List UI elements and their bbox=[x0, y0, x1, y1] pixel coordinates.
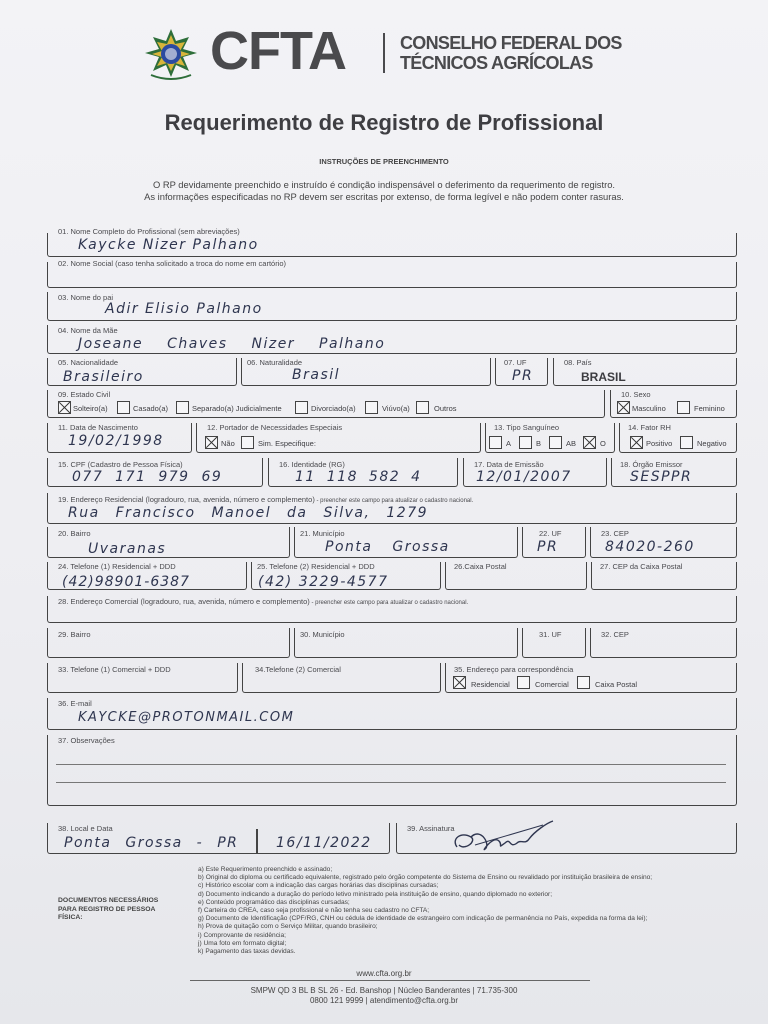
option-label: Masculino bbox=[632, 404, 666, 413]
document-item: j) Uma foto em formato digital; bbox=[198, 939, 287, 947]
field-value-place: Ponta Grossa - PR bbox=[64, 835, 239, 851]
checkbox-rh-positive[interactable] bbox=[630, 436, 643, 449]
option-label: Separado(a) Judicialmente bbox=[192, 404, 282, 413]
field-label: 23. CEP bbox=[601, 529, 629, 538]
field-value: Brasileiro bbox=[63, 369, 144, 385]
field-mother-name[interactable] bbox=[47, 325, 737, 354]
field-label: 22. UF bbox=[539, 529, 562, 538]
field-label bbox=[58, 495, 473, 504]
field-label: 06. Naturalidade bbox=[247, 358, 303, 367]
document-item: d) Documento indicando a duração do período letivo ministrado pela instituição de ensino, quando diplomado no exterior; bbox=[198, 890, 553, 898]
document-item: e) Conteúdo programático das disciplinas cursadas; bbox=[198, 898, 350, 906]
checkbox-blood-o[interactable] bbox=[583, 436, 596, 449]
option-label: Feminino bbox=[694, 404, 725, 413]
field-label: 24. Telefone (1) Residencial + DDD bbox=[58, 562, 176, 571]
document-item: h) Prova de quitação com o Serviço Militar, quando brasileiro; bbox=[198, 923, 378, 931]
field-label: 32. CEP bbox=[601, 630, 629, 639]
option-label: Não bbox=[221, 439, 235, 448]
field-commercial-city[interactable] bbox=[294, 628, 518, 658]
field-label: 02. Nome Social (caso tenha solicitado a troca do nome em cartório) bbox=[58, 259, 287, 268]
field-label: 04. Nome da Mãe bbox=[58, 326, 118, 335]
field-value: (42) 3229-4577 bbox=[258, 574, 389, 590]
field-value: Brasil bbox=[292, 367, 341, 383]
field-label: 08. País bbox=[564, 358, 592, 367]
field-label: 39. Assinatura bbox=[407, 824, 455, 833]
option-label: Residencial bbox=[471, 680, 510, 689]
option-label: Outros bbox=[434, 404, 457, 413]
field-value: Adir Elisio Palhano bbox=[105, 301, 263, 317]
field-phone-2[interactable] bbox=[251, 562, 441, 590]
field-label: 01. Nome Completo do Profissional (sem abreviações) bbox=[58, 227, 240, 236]
field-commercial-zip[interactable] bbox=[590, 628, 737, 658]
field-po-box-zip[interactable] bbox=[591, 562, 737, 590]
checkbox-mailing-po-box[interactable] bbox=[577, 676, 590, 689]
option-label: O bbox=[600, 439, 606, 448]
observation-line bbox=[56, 764, 726, 765]
field-social-name[interactable] bbox=[47, 259, 737, 288]
field-hint: - preencher este campo para atualizar o cadastro nacional. bbox=[309, 600, 469, 606]
field-birth-state[interactable] bbox=[495, 358, 548, 386]
instructions-heading: INSTRUÇÕES DE PREENCHIMENTO bbox=[319, 157, 449, 166]
field-observations[interactable] bbox=[47, 735, 737, 806]
field-value: Uvaranas bbox=[88, 541, 167, 557]
footer-contact: 0800 121 9999 | atendimento@cfta.org.br bbox=[309, 996, 459, 1005]
field-label: 35. Endereço para correspondência bbox=[454, 665, 574, 674]
field-label: 03. Nome do pai bbox=[58, 293, 114, 302]
checkbox-widowed[interactable] bbox=[365, 401, 378, 414]
field-value: PR bbox=[512, 368, 534, 384]
field-label: 20. Bairro bbox=[58, 529, 91, 538]
field-district[interactable] bbox=[47, 527, 290, 558]
org-name-line2: TÉCNICOS AGRÍCOLAS bbox=[400, 53, 593, 73]
field-value: PR bbox=[537, 539, 559, 555]
field-label: 16. Identidade (RG) bbox=[279, 460, 345, 469]
field-country[interactable] bbox=[553, 358, 737, 386]
coat-of-arms-icon bbox=[141, 27, 201, 83]
field-value: 84020-260 bbox=[605, 539, 695, 555]
field-value: 12/01/2007 bbox=[476, 469, 572, 485]
place-date-separator bbox=[256, 829, 258, 853]
checkbox-female[interactable] bbox=[677, 401, 690, 414]
field-value: Kaycke Nizer Palhano bbox=[78, 237, 259, 253]
option-label: Casado(a) bbox=[133, 404, 169, 413]
option-label: Caixa Postal bbox=[595, 680, 638, 689]
field-nationality[interactable] bbox=[47, 358, 237, 386]
field-label: 34.Telefone (2) Comercial bbox=[255, 665, 341, 674]
field-value: (42)98901-6387 bbox=[62, 574, 190, 590]
field-special-needs[interactable] bbox=[196, 423, 481, 453]
footer-website[interactable]: www.cfta.org.br bbox=[356, 969, 412, 978]
field-label: 07. UF bbox=[504, 358, 527, 367]
field-label-text: 28. Endereço Comercial (logradouro, rua, avenida, número e complemento) bbox=[58, 597, 310, 606]
documents-heading: DOCUMENTOS NECESSÁRIOS PARA REGISTRO DE PESSOA FÍSICA: bbox=[58, 897, 159, 921]
field-value: Rua Francisco Manoel da Silva, 1279 bbox=[68, 505, 429, 521]
field-cpf[interactable] bbox=[47, 458, 263, 487]
logo-divider bbox=[383, 33, 385, 73]
field-commercial-state[interactable] bbox=[522, 628, 586, 658]
option-label: B bbox=[536, 439, 542, 448]
option-label: Solteiro(a) bbox=[73, 404, 108, 413]
field-value: BRASIL bbox=[581, 370, 626, 384]
field-label: 31. UF bbox=[539, 630, 562, 639]
instructions-line1: O RP devidamente preenchido e instruído é condição indispensável o deferimento da requerimento de registro. bbox=[152, 179, 616, 190]
field-phone-1[interactable] bbox=[47, 562, 247, 590]
field-commercial-phone-2[interactable] bbox=[242, 663, 441, 693]
field-hint: - preencher este campo para atualizar o cadastro nacional. bbox=[314, 498, 474, 504]
page-title: Requerimento de Registro de Profissional bbox=[164, 110, 604, 135]
footer-divider bbox=[190, 980, 590, 981]
field-value: 077 171 979 69 bbox=[72, 469, 223, 485]
field-label: 12. Portador de Necessidades Especiais bbox=[207, 423, 343, 432]
field-commercial-phone-1[interactable] bbox=[47, 663, 238, 693]
field-label: 11. Data de Nascimento bbox=[58, 423, 138, 432]
field-value: Joseane Chaves Nizer Palhano bbox=[78, 336, 386, 352]
field-label: 37. Observações bbox=[58, 736, 115, 745]
document-item: k) Pagamento das taxas devidas. bbox=[198, 948, 296, 956]
checkbox-divorced[interactable] bbox=[295, 401, 308, 414]
document-item: i) Comprovante de residência; bbox=[198, 931, 286, 939]
checkbox-blood-a[interactable] bbox=[489, 436, 502, 449]
field-label: 38. Local e Data bbox=[58, 824, 113, 833]
checkbox-single[interactable] bbox=[58, 401, 71, 414]
option-label: Sim. Especifique: bbox=[258, 439, 316, 448]
field-label: 15. CPF (Cadastro de Pessoa Física) bbox=[58, 460, 183, 469]
field-value: SESPPR bbox=[630, 469, 693, 485]
field-id-rg[interactable] bbox=[268, 458, 458, 487]
checkbox-yes-special-needs[interactable] bbox=[241, 436, 254, 449]
checkbox-rh-negative[interactable] bbox=[680, 436, 693, 449]
field-label: 29. Bairro bbox=[58, 630, 91, 639]
field-email[interactable] bbox=[47, 698, 737, 730]
checkbox-blood-b[interactable] bbox=[519, 436, 532, 449]
field-label: 25. Telefone (2) Residencial + DDD bbox=[257, 562, 375, 571]
field-label-text: 19. Endereço Residencial (logradouro, rua, avenida, número e complemento) bbox=[58, 495, 315, 504]
field-full-name[interactable] bbox=[47, 227, 737, 257]
field-po-box[interactable] bbox=[445, 562, 587, 590]
field-label bbox=[58, 597, 468, 606]
checkbox-male[interactable] bbox=[617, 401, 630, 414]
field-birthplace[interactable] bbox=[241, 358, 491, 386]
field-label: 05. Nacionalidade bbox=[58, 358, 119, 367]
checkbox-mailing-commercial[interactable] bbox=[517, 676, 530, 689]
field-label: 10. Sexo bbox=[621, 390, 651, 399]
field-commercial-address[interactable] bbox=[47, 596, 737, 623]
field-value-date: 16/11/2022 bbox=[276, 835, 372, 851]
field-label: 27. CEP da Caixa Postal bbox=[600, 562, 683, 571]
field-value: 11 118 582 4 bbox=[295, 469, 422, 485]
field-label: 18. Órgão Emissor bbox=[620, 460, 683, 469]
field-commercial-district[interactable] bbox=[47, 628, 290, 658]
field-value: 19/02/1998 bbox=[68, 433, 164, 449]
checkbox-blood-ab[interactable] bbox=[549, 436, 562, 449]
document-item: a) Este Requerimento preenchido e assinado; bbox=[198, 866, 333, 873]
checkbox-married[interactable] bbox=[117, 401, 130, 414]
documents-list bbox=[198, 866, 652, 956]
option-label: Viúvo(a) bbox=[382, 404, 410, 413]
field-issue-date[interactable] bbox=[463, 458, 607, 487]
document-item: f) Carteira do CREA, caso seja profissional e não tenha seu cadastro no CFTA; bbox=[198, 907, 430, 915]
signature-icon bbox=[447, 815, 557, 857]
field-state[interactable] bbox=[522, 527, 586, 558]
field-value: KAYCKE@PROTONMAIL.COM bbox=[78, 710, 295, 725]
field-issuing-agency[interactable] bbox=[611, 458, 737, 487]
field-place-date[interactable] bbox=[47, 823, 390, 854]
option-label: Positivo bbox=[646, 439, 673, 448]
field-zip[interactable] bbox=[590, 527, 737, 558]
field-city[interactable] bbox=[294, 527, 518, 558]
document-item: g) Documento de Identificação (CPF/RG, CNH ou cédula de identidade de estrangeiro com indicação de permanência no País, expedida na forma da lei); bbox=[198, 915, 648, 923]
org-name-line1: CONSELHO FEDERAL DOS bbox=[400, 33, 622, 53]
field-birth-date[interactable] bbox=[47, 423, 192, 453]
instructions-line2: As informações especificadas no RP devem ser escritas por extenso, de forma legível e não podem conter rasuras. bbox=[144, 191, 624, 202]
field-label: 26.Caixa Postal bbox=[454, 562, 507, 571]
cfta-logo: CFTA bbox=[210, 21, 346, 81]
field-signature[interactable] bbox=[396, 823, 737, 854]
field-label: 36. E-mail bbox=[58, 699, 92, 708]
field-label: 13. Tipo Sanguíneo bbox=[494, 423, 560, 432]
field-value: Ponta Grossa bbox=[325, 539, 450, 555]
checkbox-separated[interactable] bbox=[176, 401, 189, 414]
document-item: c) Histórico escolar com a indicação das cargas horárias das disciplinas cursadas; bbox=[198, 882, 439, 890]
observation-line bbox=[56, 782, 726, 783]
checkbox-no-special-needs[interactable] bbox=[205, 436, 218, 449]
option-label: Comercial bbox=[535, 680, 569, 689]
checkbox-other[interactable] bbox=[416, 401, 429, 414]
footer-address: SMPW QD 3 BL B SL 26 - Ed. Banshop | Núcleo Banderantes | 71.735-300 bbox=[250, 986, 518, 995]
option-label: Divorciado(a) bbox=[311, 404, 356, 413]
option-label: A bbox=[506, 439, 512, 448]
field-label: 14. Fator RH bbox=[628, 423, 671, 432]
field-label: 17. Data de Emissão bbox=[474, 460, 544, 469]
field-residential-address[interactable] bbox=[47, 493, 737, 524]
field-label: 33. Telefone (1) Comercial + DDD bbox=[58, 665, 171, 674]
field-label: 09. Estado Civil bbox=[58, 390, 111, 399]
option-label: AB bbox=[566, 439, 577, 448]
document-item: b) Original do diploma ou certificado equivalente, registrado pelo órgão competente do Sistema de Ensino ou revalidado por instituição brasileira de ensino; bbox=[198, 874, 653, 882]
field-father-name[interactable] bbox=[47, 292, 737, 321]
option-label: Negativo bbox=[697, 439, 727, 448]
checkbox-mailing-residential[interactable] bbox=[453, 676, 466, 689]
field-label: 30. Município bbox=[300, 630, 345, 639]
field-label: 21. Município bbox=[300, 529, 345, 538]
